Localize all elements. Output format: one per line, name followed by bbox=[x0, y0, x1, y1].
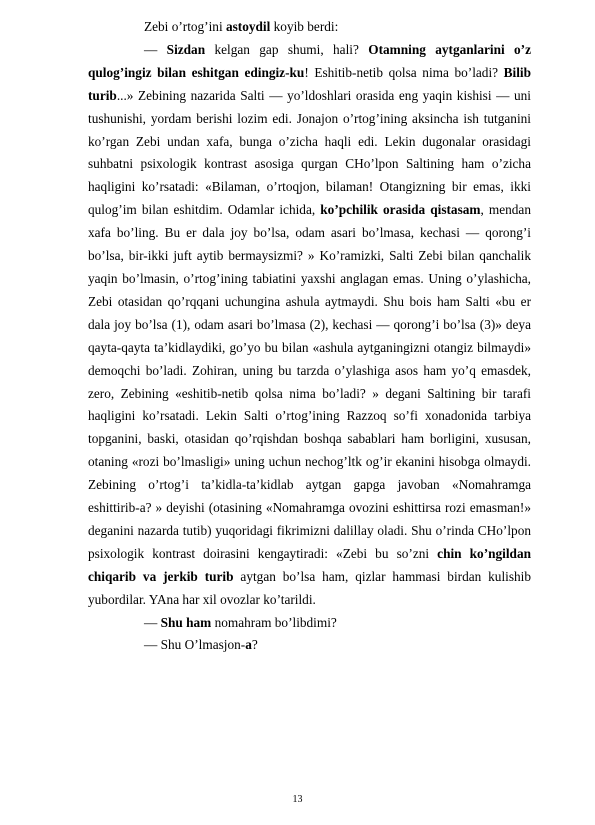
bold-text-run: Sizdan bbox=[166, 41, 206, 57]
paragraph-2 bbox=[88, 39, 531, 612]
paragraph-3 bbox=[88, 612, 531, 635]
text-run: ! Eshitib-netib qolsa nima bo’ladi? bbox=[304, 64, 504, 80]
page-number: 13 bbox=[292, 794, 303, 805]
text-run: koyib berdi: bbox=[270, 19, 339, 34]
text-run: — bbox=[144, 614, 161, 630]
text-run: — Shu O’lmasjon- bbox=[144, 637, 246, 653]
text-run: aytgan bo’lsa ham, qizlar hammasi birdan kulishib yubordilar. YAna har xil ovozlar ko’tarildi. bbox=[88, 568, 532, 607]
text-run: kelgan gap shumi, hali? bbox=[205, 41, 369, 57]
paragraph-4 bbox=[88, 634, 531, 657]
text-run: nomahram bo’libdimi? bbox=[211, 614, 337, 630]
text-run: ...» Zebining nazarida Salti — yo’ldoshlari orasida eng yaqin kishisi — uni tushunishi, yordam berishi lozim edi. Jonajon o’rtog’ining aksincha ish tutganini ko’rgan Zebi undan xafa, bunga o’zicha haqli edi. Lekin dugonalar orasidagi suhbatni psixologik kontrast asosiga qurgan CHo’lpon Saltining ham o’zicha haqligini ko’rsatadi: «Bilaman, o’rtoqjon, bilaman! Otangizning bir emas, ikki qulog’im bilan eshitdim. Odamlar ichida, bbox=[88, 87, 531, 218]
bold-text-run: Otamning aytganlarini o’z qulog’ingiz bilan eshitgan edingiz-ku bbox=[88, 41, 532, 80]
bold-text-run: a bbox=[245, 637, 252, 653]
bold-text-run: Shu ham bbox=[160, 614, 212, 630]
text-run: — bbox=[144, 41, 167, 57]
text-run: , mendan xafa bo’ling. Bu er dala joy bo’lsa, odam asari bo’lmasa, kechasi — qorong’i bo’lsa, bir-ikki juft aytib bermaysizmi? » Ko’ramizki, Salti Zebi bilan qanchalik yaqin bo’lmasin, o’rtog’ining tabiatini yaxshi anglagan emas. Uning o’ylashicha, Zebi otasidan qo’rqqani uchungina ashula aytmaydi. Shu bois ham Salti «bu er dala joy bo’lsa (1), odam asari bo’lmasa (2), kechasi — qorong’i bo’lsa (3)» deya qayta-qayta ta’kidlaydiki, go’yo bu bilan «ashula aytganingizni otangiz bilmaydi» demoqchi bo’ladi. Zohiran, uning bu tarzda o’ylashiga asos ham yo’q emasdek, zero, Zebining «eshitib-netib qolsa nima bo’ladi? » degani Saltining bir tarafi haqligini ko’rsatadi. Lekin Salti o’rtog’ining Razzoq so’fi xonadonida tarbiya topganini, baski, otasidan qo’rqishdan boshqa sabablari ham borligini, xususan, otaning «rozi bo’lmasligi» uning uchun nechog’ltk og’ir ekanini hisobga olmaydi. Zebining o’rtog’i ta’kidla-ta’kidlab aytgan gapga javoban «Nomahramga eshittirib-a? » deyishi (otasining «Nomahramga ovozini eshittirsa rozi emasman!» deganini nazarda tutib) yuqoridagi fikrimizni dalillay oladi. Shu o’rinda CHo’lpon psixologik kontrast doirasini kengaytiradi: «Zebi bu so’zni bbox=[88, 202, 531, 561]
text-run: ? bbox=[251, 637, 258, 653]
paragraph-1 bbox=[88, 16, 531, 39]
bold-text-run: Bilib turib bbox=[88, 64, 532, 103]
document-page bbox=[88, 16, 531, 657]
bold-text-run: ko’pchilik orasida qistasam bbox=[320, 202, 481, 218]
bold-text-run: astoydil bbox=[225, 19, 271, 34]
text-run: Zebi o’rtog’ini bbox=[144, 19, 226, 34]
bold-text-run: chin ko’ngildan chiqarib va jerkib turib bbox=[88, 545, 531, 584]
